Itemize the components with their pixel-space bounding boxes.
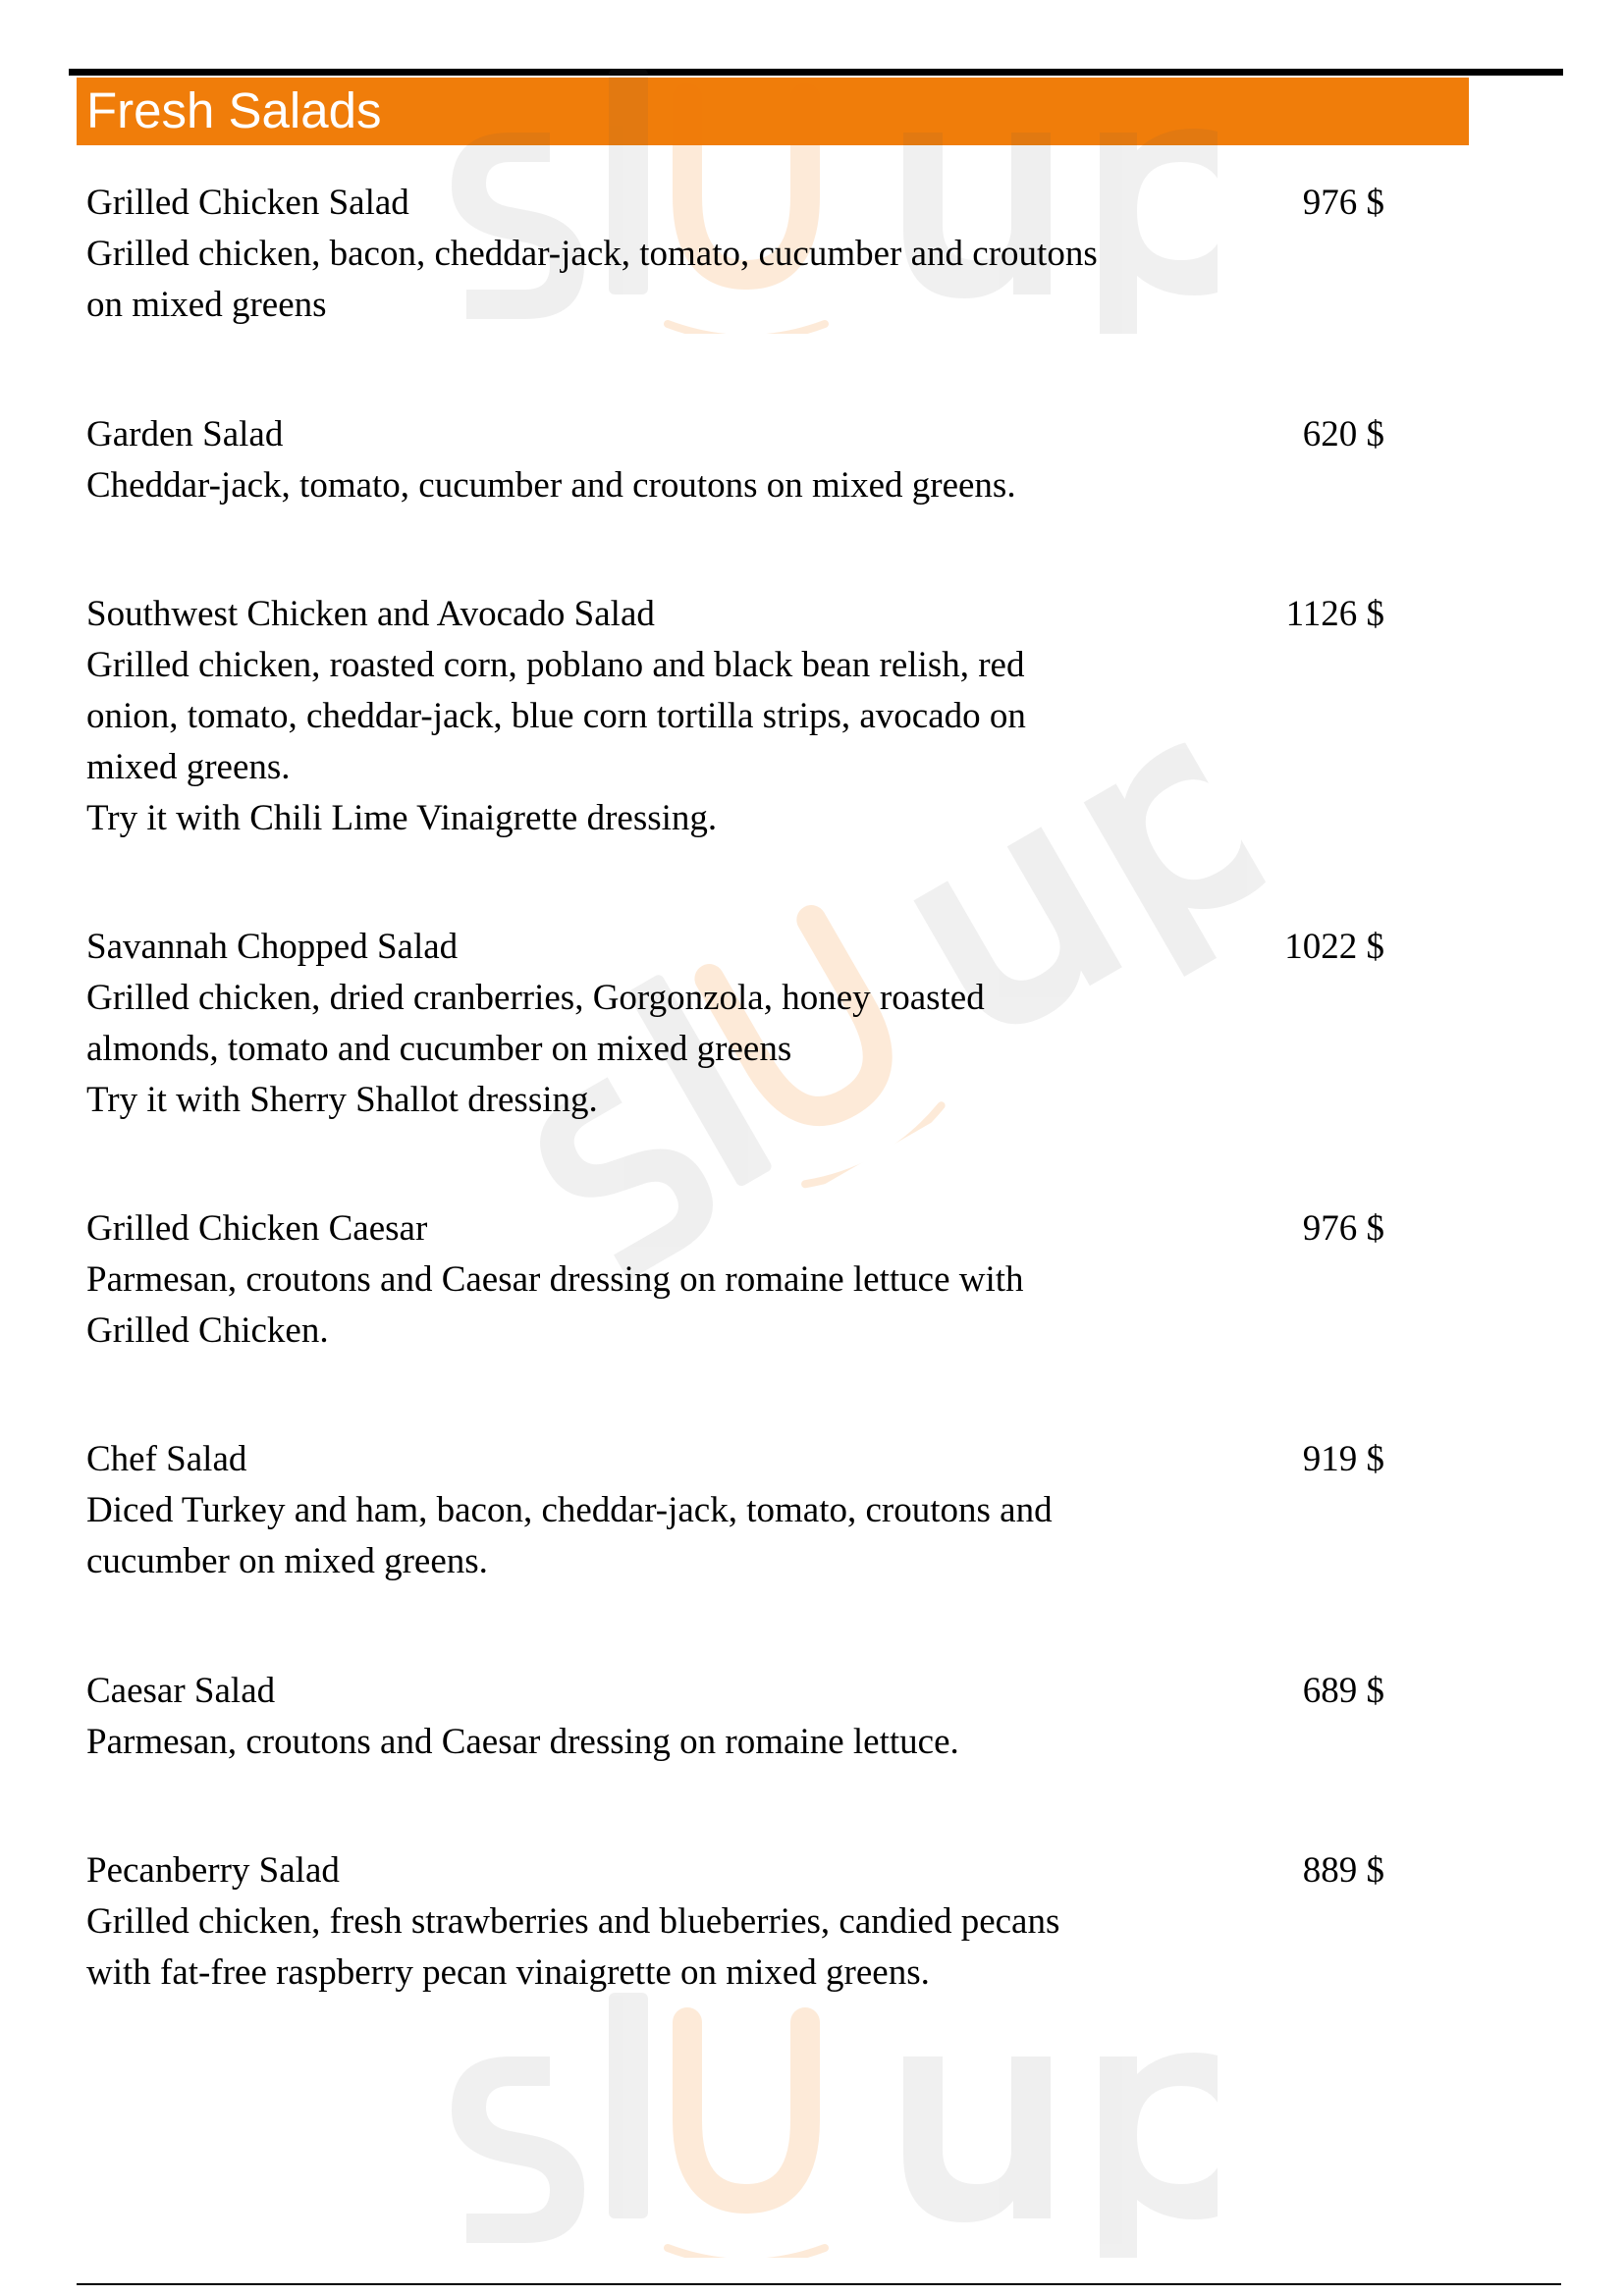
section-header <box>77 78 1469 145</box>
bottom-rule <box>77 2283 1561 2285</box>
menu-item <box>86 1434 1384 1587</box>
item-description: Parmesan, croutons and Caesar dressing on romaine lettuce with <box>86 1259 1024 1300</box>
item-description: onion, tomato, cheddar-jack, blue corn tortilla strips, avocado on <box>86 696 1026 736</box>
item-price: 620 $ <box>1302 414 1384 454</box>
item-price: 1126 $ <box>1285 594 1384 634</box>
item-description: Try it with Sherry Shallot dressing. <box>86 1080 598 1120</box>
menu-item <box>86 922 1384 1126</box>
item-description: mixed greens. <box>86 747 291 787</box>
item-name: Grilled Chicken Caesar <box>86 1208 428 1249</box>
menu-item <box>86 1203 1384 1357</box>
item-description: cucumber on mixed greens. <box>86 1541 488 1581</box>
item-price: 976 $ <box>1302 183 1384 223</box>
item-description: Grilled chicken, roasted corn, poblano and black bean relish, red <box>86 645 1025 685</box>
menu-item <box>86 1666 1384 1768</box>
item-name: Chef Salad <box>86 1439 247 1479</box>
menu-item <box>86 1845 1384 1999</box>
menu-item <box>86 589 1384 844</box>
item-name: Garden Salad <box>86 414 284 454</box>
item-description: Try it with Chili Lime Vinaigrette dressing. <box>86 798 718 838</box>
item-name: Pecanberry Salad <box>86 1850 340 1891</box>
item-description: almonds, tomato and cucumber on mixed greens <box>86 1029 792 1069</box>
top-rule <box>69 69 1563 76</box>
menu-item <box>86 178 1384 331</box>
item-price: 1022 $ <box>1284 927 1384 967</box>
item-description: Grilled Chicken. <box>86 1310 329 1351</box>
item-description: Parmesan, croutons and Caesar dressing on romaine lettuce. <box>86 1722 959 1762</box>
item-name: Savannah Chopped Salad <box>86 927 459 967</box>
item-description: Grilled chicken, dried cranberries, Gorgonzola, honey roasted <box>86 978 985 1018</box>
item-name: Southwest Chicken and Avocado Salad <box>86 594 655 634</box>
item-name: Grilled Chicken Salad <box>86 183 409 223</box>
item-description: on mixed greens <box>86 285 327 325</box>
item-price: 889 $ <box>1302 1850 1384 1891</box>
item-name: Caesar Salad <box>86 1671 276 1711</box>
item-description: Grilled chicken, bacon, cheddar-jack, tomato, cucumber and croutons <box>86 234 1098 274</box>
section-title: Fresh Salads <box>86 82 382 138</box>
item-description: Cheddar-jack, tomato, cucumber and croutons on mixed greens. <box>86 465 1016 506</box>
item-description: with fat-free raspberry pecan vinaigrette on mixed greens. <box>86 1952 930 1993</box>
item-price: 919 $ <box>1302 1439 1384 1479</box>
menu-item <box>86 409 1384 511</box>
item-price: 689 $ <box>1302 1671 1384 1711</box>
item-description: Diced Turkey and ham, bacon, cheddar-jack, tomato, croutons and <box>86 1490 1053 1530</box>
item-description: Grilled chicken, fresh strawberries and blueberries, candied pecans <box>86 1901 1060 1942</box>
slurpy-watermark-logo <box>412 1963 1218 2258</box>
item-price: 976 $ <box>1302 1208 1384 1249</box>
